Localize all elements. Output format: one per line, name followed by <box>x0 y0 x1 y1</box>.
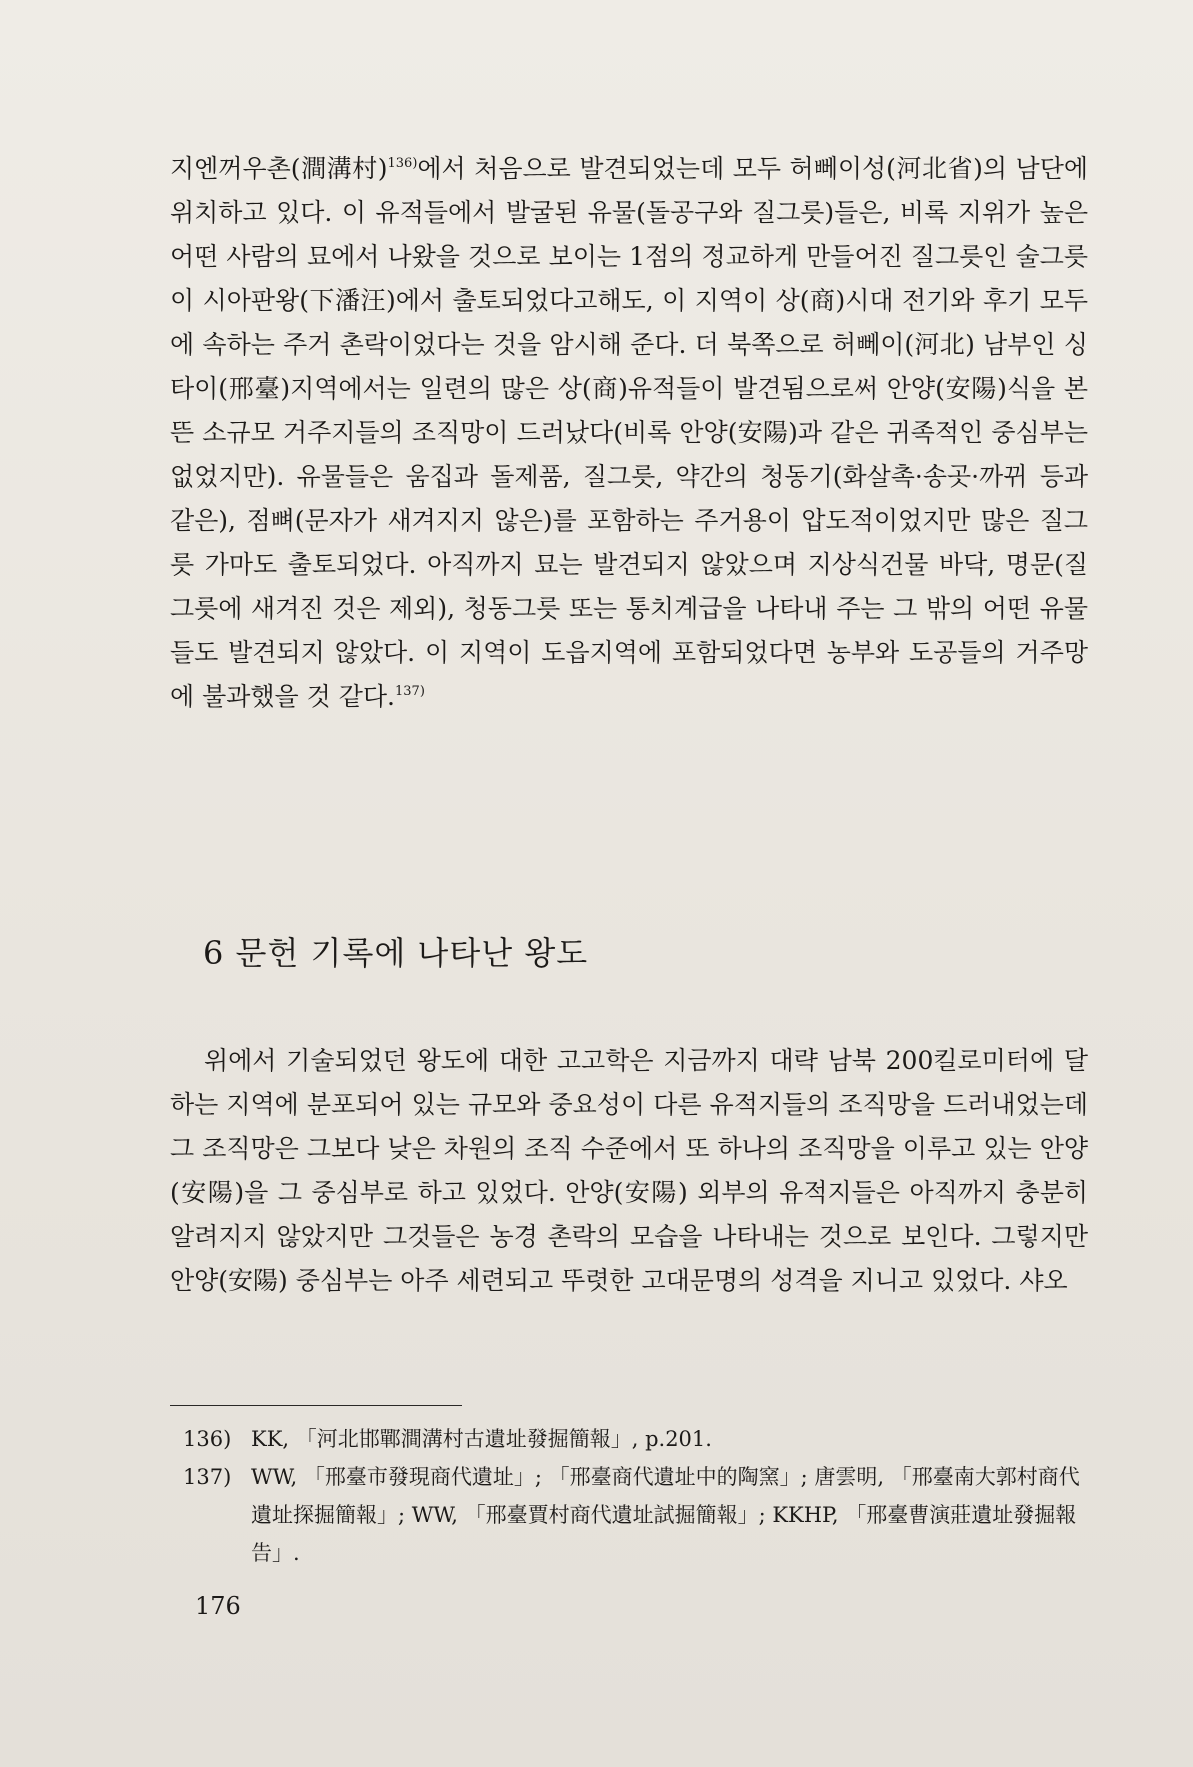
footnote-divider <box>170 1405 462 1406</box>
footnote-text: WW, 「邢臺市發現商代遺址」; 「邢臺商代遺址中的陶窯」; 唐雲明, 「邢臺南大郭村商代遺址探掘簡報」; WW, 「邢臺賈村商代遺址試掘簡報」; KKHP, 「邢臺曹演莊遺址發掘報告」. <box>251 1465 1080 1565</box>
paragraph-text: 지엔꺼우촌(澗溝村) <box>170 154 388 183</box>
page-number: 176 <box>195 1592 241 1620</box>
footnote-137 <box>183 1458 1088 1572</box>
footnote-number: 136) <box>183 1427 232 1451</box>
footnote-number: 137) <box>183 1465 232 1489</box>
footnote-ref-136: 136) <box>387 156 418 171</box>
body-paragraph-2: 위에서 기술되었던 왕도에 대한 고고학은 지금까지 대략 남북 200킬로미터에 달하는 지역에 분포되어 있는 규모와 중요성이 다른 유적지들의 조직망을 드러내었는데 그 조직망은 그보다 낮은 차원의 조직 수준에서 또 하나의 조직망을 이루고 있는 안양(安陽)을 그 중심부로 하고 있었다. 안양(安陽) 외부의 유적지들은 아직까지 충분히 알려지지 않았지만 그것들은 농경 촌락의 모습을 나타내는 것으로 보인다. 그렇지만 안양(安陽) 중심부는 아주 세련되고 뚜렷한 고대문명의 성격을 지니고 있었다. 샤오 <box>170 1046 1088 1295</box>
body-paragraph-1 <box>170 147 1088 719</box>
footnote-ref-137: 137) <box>395 684 425 699</box>
section-heading: 6 문헌 기록에 나타난 왕도 <box>203 934 589 972</box>
footnote-text: KK, 「河北邯鄲澗溝村古遺址發掘簡報」, p.201. <box>251 1427 712 1451</box>
footnotes <box>183 1420 1088 1572</box>
footnote-136 <box>183 1420 1088 1458</box>
paragraph-text: 에서 처음으로 발견되었는데 모두 허뻬이성(河北省)의 남단에 위치하고 있다. 이 유적들에서 발굴된 유물(돌공구와 질그릇)들은, 비록 지위가 높은 어떤 사람의 묘에서 나왔을 것으로 보이는 1점의 정교하게 만들어진 질그릇인 술그릇이 시아판왕(下潘汪)에서 출토되었다고해도, 이 지역이 상(商)시대 전기와 후기 모두에 속하는 주거 촌락이었다는 것을 암시해 준다. 더 북쪽으로 허뻬이(河北) 남부인 싱타이(邢臺)지역에서는 일련의 많은 상(商)유적들이 발견됨으로써 안양(安陽)식을 본뜬 소규모 거주지들의 조직망이 드러났다(비록 안양(安陽)과 같은 귀족적인 중심부는 없었지만). 유물들은 움집과 돌제품, 질그릇, 약간의 청동기(화살촉·송곳·까뀌 등과 같은), 점뼈(문자가 새겨지지 않은)를 포함하는 주거용이 압도적이었지만 많은 질그릇 가마도 출토되었다. 아직까지 묘는 발견되지 않았으며 지상식건물 바닥, 명문(질그릇에 새겨진 것은 제외), 청동그릇 또는 통치계급을 나타내 주는 그 밖의 어떤 유물들도 발견되지 않았다. 이 지역이 도읍지역에 포함되었다면 농부와 도공들의 거주망에 불과했을 것 같다. <box>170 154 1089 711</box>
